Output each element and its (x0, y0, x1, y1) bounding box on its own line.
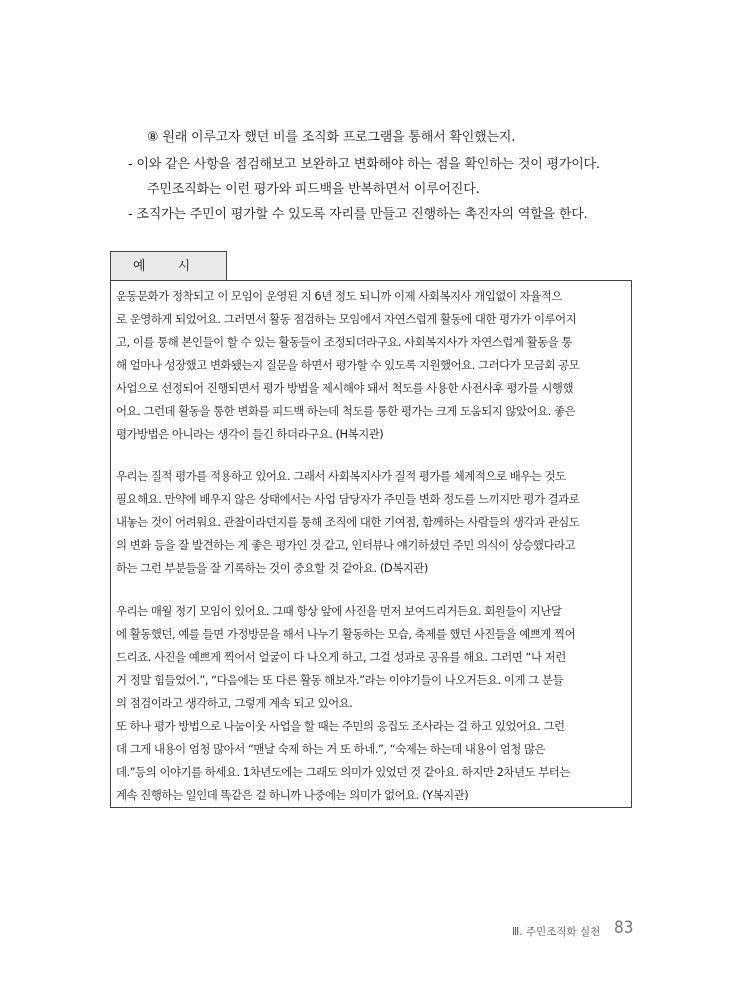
example-text-line: 평가방법은 아니라는 생각이 들긴 하더라구요. (H복지관) (116, 427, 384, 441)
example-text-line: 고, 이를 통해 본인들이 할 수 있는 활동들이 조정되더라구요. 사회복지사가 자연스럽게 활동을 통 (116, 335, 572, 349)
example-text-line: 어요. 그런데 활동을 통한 변화를 피드백 하는데 척도를 통한 평가는 크게 도움되지 않았어요. 좋은 (116, 404, 576, 418)
example-text-line: 사업으로 선정되어 진행되면서 평가 방법을 제시해야 돼서 척도를 사용한 사전사후 평가를 시행했 (116, 381, 574, 395)
example-text-line: 데.”등의 이야기를 하세요. 1차년도에는 그래도 의미가 있었던 것 같아요. 하지만 2차년도 부터는 (116, 765, 570, 779)
example-tab: 예 시 (110, 251, 227, 281)
example-text-line: 하는 그런 부분들을 잘 기록하는 것이 중요할 것 같아요. (D복지관) (116, 561, 428, 575)
example-text-line: 우리는 매월 정기 모임이 있어요. 그때 항상 앞에 사진을 먼저 보여드리거든요. 회원들이 지난달 (116, 604, 562, 618)
intro-line: - 조직가는 주민이 평가할 수 있도록 자리를 만들고 진행하는 촉진자의 역할을 한다. (128, 207, 588, 222)
example-box (110, 280, 632, 808)
intro-line: - 이와 같은 사항을 점검해보고 보완하고 변화해야 하는 점을 확인하는 것이 평가이다. (128, 157, 600, 172)
example-text-line: 데 그게 내용이 엄청 많아서 “맨날 숙제 하는 거 또 하네.”, “숙제는 하는데 내용이 엄청 많은 (116, 742, 546, 756)
example-text-line: 의 변화 등을 잘 발견하는 게 좋은 평가인 것 같고, 인터뷰나 얘기하셨던 주민 의식이 상승했다라고 (116, 538, 576, 552)
example-text-line: 해 얼마나 성장했고 변화됐는지 질문을 하면서 평가할 수 있도록 지원했어요. 그러다가 모금회 공모 (116, 358, 580, 372)
example-text-line: 필요해요. 만약에 배우지 않은 상태에서는 사업 담당자가 주민들 변화 정도를 느끼지만 평가 결과로 (116, 492, 580, 506)
example-text-line: 의 점검이라고 생각하고, 그렇게 계속 되고 있어요. (116, 696, 353, 710)
example-text-line: 내놓는 것이 어려워요. 관찰이라던지를 통해 조직에 대한 기여점, 함께하는 사람들의 생각과 관심도 (116, 515, 580, 529)
intro-line: 주민조직화는 이런 평가와 피드백을 반복하면서 이루어진다. (147, 182, 480, 197)
intro-line: ⑧ 원래 이루고자 했던 비를 조직화 프로그램을 통해서 확인했는지. (147, 130, 516, 145)
example-text-line: 로 운영하게 되었어요. 그러면서 활동 점검하는 모임에서 자연스럽게 활동에 대한 평가가 이루어지 (116, 312, 577, 326)
example-text-line: 거 정말 힘들었어.”, “다음에는 또 다른 활동 해보자.”라는 이야기들이 나오거든요. 이게 그 분들 (116, 673, 564, 687)
example-text-line: 드리죠. 사진을 예쁘게 찍어서 얼굴이 다 나오게 하고, 그걸 성과로 공유를 해요. 그러면 “나 저런 (116, 650, 566, 664)
example-text-line: 에 활동했던, 예를 들면 가정방문을 해서 나누기 활동하는 모습, 축제를 했던 사진들을 예쁘게 찍어 (116, 627, 576, 641)
page-number: 83 (614, 918, 634, 938)
footer-section-label: Ⅲ. 주민조직화 실천 (512, 926, 601, 938)
example-text-line: 운동문화가 정착되고 이 모임이 운영된 지 6년 정도 되니까 이제 사회복지사 개입없이 자율적으 (116, 289, 562, 303)
example-text-line: 우리는 질적 평가를 적용하고 있어요. 그래서 사회복지사가 질적 평가를 체계적으로 배우는 것도 (116, 469, 566, 483)
example-text-line: 또 하나 평가 방법으로 나눔이웃 사업을 할 때는 주민의 응집도 조사라는 걸 하고 있었어요. 그런 (116, 719, 565, 733)
example-text-line: 계속 진행하는 일인데 똑같은 걸 하니까 나중에는 의미가 없어요. (Y복지관) (116, 788, 469, 802)
